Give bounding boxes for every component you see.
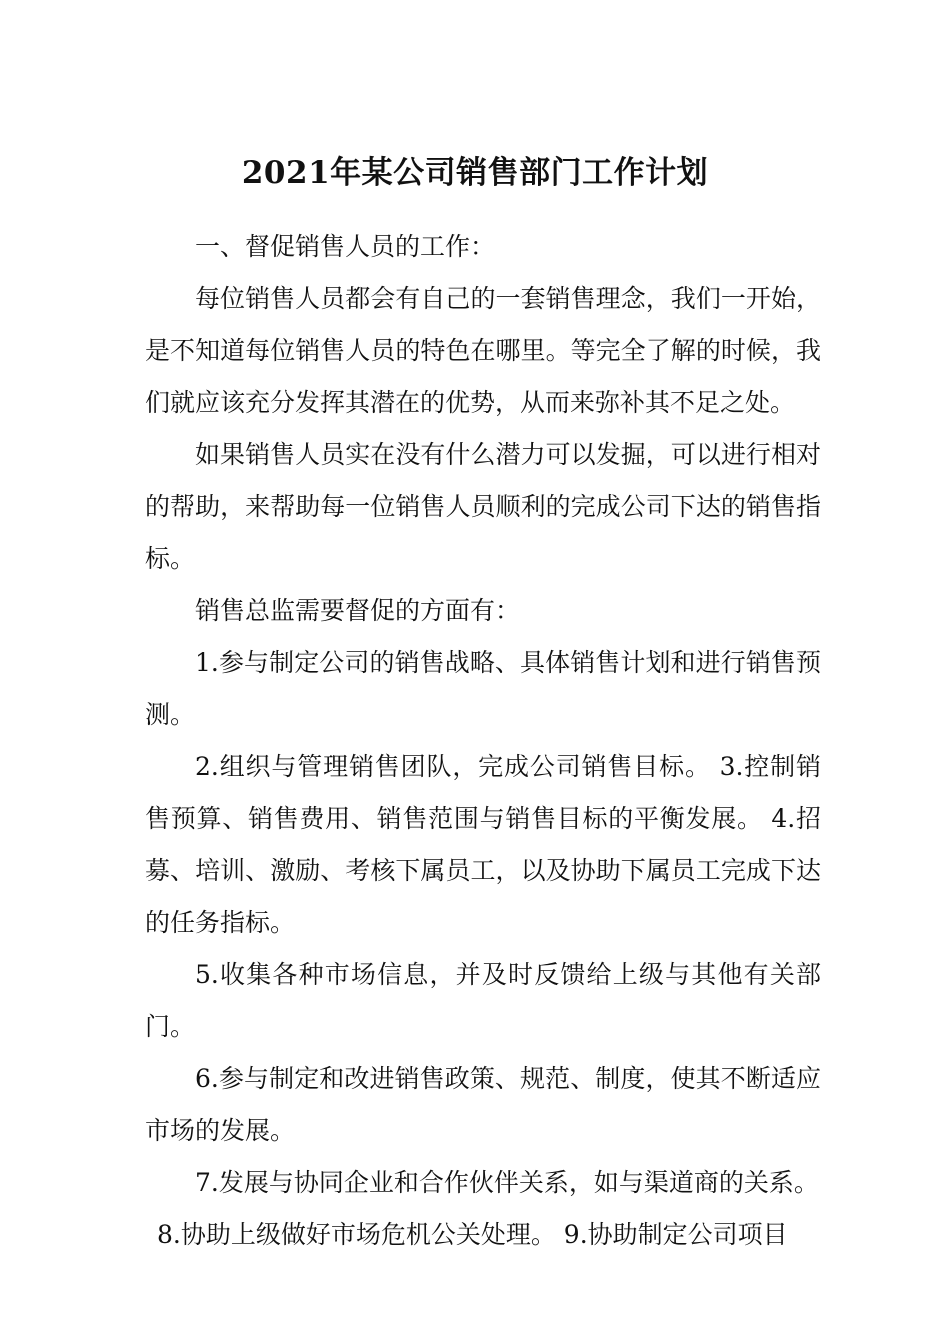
list-item: 7.发展与协同企业和合作伙伴关系，如与渠道商的关系。: [195, 1168, 819, 1197]
list-item: 2.组织与管理销售团队，完成公司销售目标。 3.控制销售预算、销售费用、销售范围与销售目标的平衡发展。 4.招募、培训、激励、考核下属员工，以及协助下属员工完成下达的任务指标。: [145, 752, 821, 937]
list-item: 1.参与制定公司的销售战略、具体销售计划和进行销售预测。: [145, 648, 821, 729]
paragraph: 每位销售人员都会有自己的一套销售理念，我们一开始，是不知道每位销售人员的特色在哪里。等完全了解的时候，我们就应该充分发挥其潜在的优势，从而来弥补其不足之处。: [145, 284, 821, 417]
document-title: 2021年某公司销售部门工作计划: [241, 154, 709, 191]
list-item: 8.协助上级做好市场危机公关处理。 9.协助制定公司项目: [157, 1220, 788, 1249]
list-item: 6.参与制定和改进销售政策、规范、制度，使其不断适应市场的发展。: [145, 1064, 821, 1145]
paragraph: 销售总监需要督促的方面有：: [195, 596, 521, 625]
list-item: 5.收集各种市场信息，并及时反馈给上级与其他有关部门。: [145, 960, 821, 1041]
paragraph: 如果销售人员实在没有什么潜力可以发掘，可以进行相对的帮助，来帮助每一位销售人员顺利的完成公司下达的销售指标。: [145, 440, 821, 573]
document-body: [145, 221, 821, 1261]
section-heading: 一、督促销售人员的工作：: [195, 232, 496, 261]
